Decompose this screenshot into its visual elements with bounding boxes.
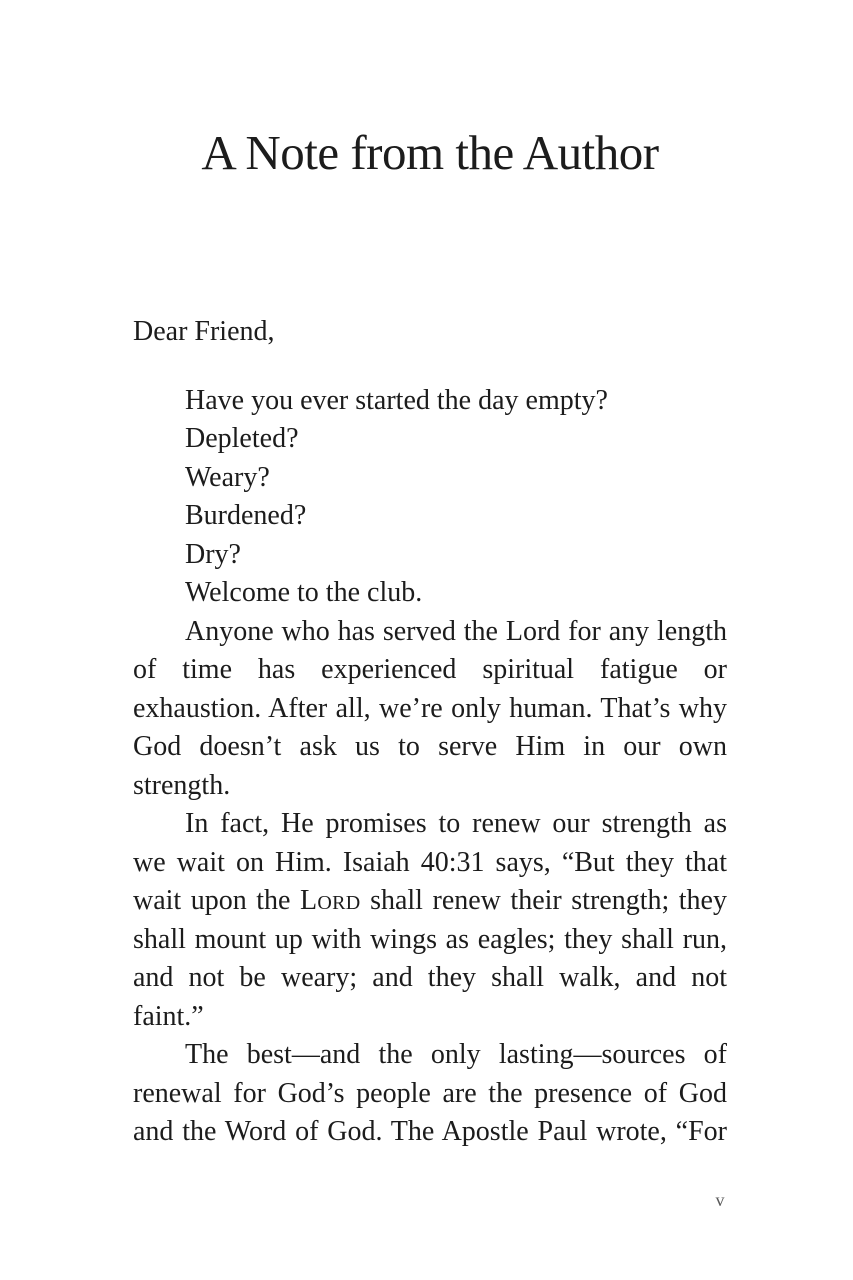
paragraph: The best—and the only lasting—sources of renewal for God’s people are the presence of God and the Word of God. The Apostle Paul wrote, “For xyxy=(133,1039,727,1147)
opening-line: Weary? xyxy=(185,461,270,493)
opening-line: Depleted? xyxy=(185,423,299,454)
salutation: Dear Friend, xyxy=(133,316,275,347)
chapter-title: A Note from the Author xyxy=(201,125,659,180)
opening-line: Burdened? xyxy=(185,500,307,531)
page-number: v xyxy=(715,1190,725,1210)
opening-line: Have you ever started the day empty? xyxy=(185,384,608,416)
opening-line: Dry? xyxy=(185,538,241,570)
opening-line: Welcome to the club. xyxy=(185,577,423,608)
paragraph: Anyone who has served the Lord for any length of time has experienced spiritual fatigue or exhaustion. After all, we’re only human. That’s why God doesn’t ask us to serve Him in our own strength. xyxy=(133,615,727,801)
paragraph-scripture-quote: In fact, He promises to renew our strength as we wait on Him. Isaiah 40:31 says, “But they that wait upon the Lord shall renew their strength; they shall mount up with wings as eagles; they shall run, and not be weary; and they shall walk, and not faint.” xyxy=(133,808,727,1032)
body-text xyxy=(133,313,727,1152)
